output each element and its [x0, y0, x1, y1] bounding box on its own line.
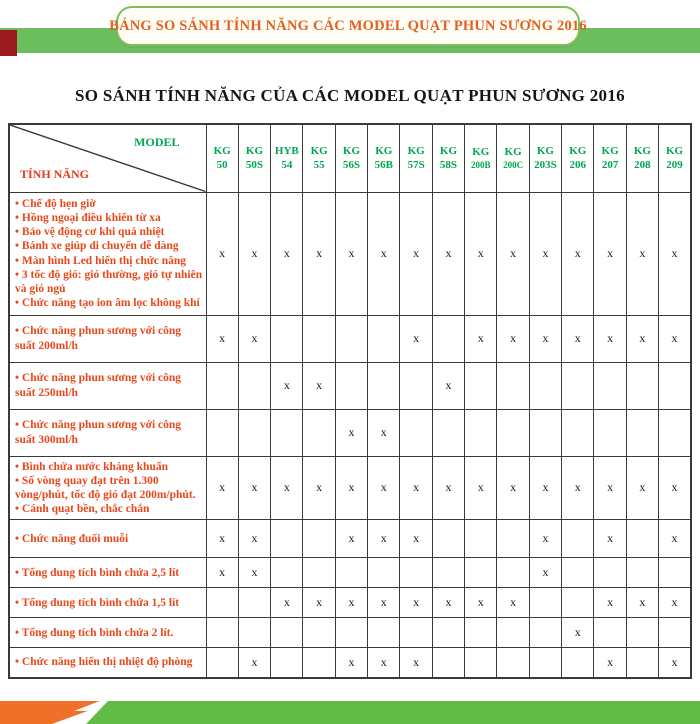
feature-cell	[9, 362, 206, 409]
mark-cell-x: x	[368, 520, 400, 558]
feature-line: • Màn hình Led hiển thị chức năng	[15, 254, 187, 267]
footer-bar	[0, 701, 700, 724]
mark-cell-empty	[626, 618, 658, 648]
mark-cell-x: x	[335, 192, 367, 315]
mark-cell-empty	[497, 648, 529, 678]
mark-cell-empty	[562, 362, 594, 409]
mark-cell-empty	[465, 618, 497, 648]
table-row	[9, 362, 691, 409]
mark-cell-x: x	[206, 558, 238, 588]
mark-cell-x: x	[303, 456, 335, 520]
mark-cell-empty	[271, 520, 303, 558]
mark-cell-x: x	[562, 618, 594, 648]
mark-cell-empty	[335, 362, 367, 409]
mark-cell-empty	[529, 362, 561, 409]
mark-cell-empty	[626, 648, 658, 678]
mark-cell-x: x	[432, 456, 464, 520]
mark-cell-empty	[562, 520, 594, 558]
mark-cell-x: x	[659, 648, 691, 678]
mark-cell-x: x	[400, 588, 432, 618]
mark-cell-empty	[497, 362, 529, 409]
table-corner-cell	[9, 124, 206, 192]
mark-cell-empty	[465, 520, 497, 558]
mark-cell-x: x	[368, 648, 400, 678]
feature-line: • Chức năng hiển thị nhiệt độ phòng	[15, 656, 193, 669]
mark-cell-empty	[335, 558, 367, 588]
mark-cell-x: x	[529, 558, 561, 588]
mark-cell-empty	[400, 409, 432, 456]
mark-cell-empty	[529, 588, 561, 618]
mark-cell-empty	[368, 558, 400, 588]
mark-cell-empty	[465, 362, 497, 409]
mark-cell-x: x	[303, 192, 335, 315]
mark-cell-empty	[626, 520, 658, 558]
mark-cell-empty	[271, 618, 303, 648]
table-header-row	[9, 124, 691, 192]
mark-cell-x: x	[497, 192, 529, 315]
mark-cell-empty	[497, 409, 529, 456]
mark-cell-empty	[497, 558, 529, 588]
mark-cell-empty	[206, 618, 238, 648]
mark-cell-empty	[368, 315, 400, 362]
model-header-kg-208: KG 208	[626, 124, 658, 192]
model-header-kg-56s: KG 56S	[335, 124, 367, 192]
mark-cell-x: x	[659, 588, 691, 618]
mark-cell-x: x	[562, 192, 594, 315]
mark-cell-empty	[271, 558, 303, 588]
mark-cell-x: x	[238, 648, 270, 678]
mark-cell-x: x	[271, 456, 303, 520]
mark-cell-x: x	[335, 456, 367, 520]
mark-cell-x: x	[303, 588, 335, 618]
mark-cell-empty	[432, 558, 464, 588]
feature-cell	[9, 558, 206, 588]
mark-cell-x: x	[594, 648, 626, 678]
mark-cell-empty	[238, 588, 270, 618]
mark-cell-empty	[303, 409, 335, 456]
mark-cell-empty	[238, 362, 270, 409]
mark-cell-x: x	[400, 315, 432, 362]
feature-line: • Bánh xe giúp di chuyển dễ dàng	[15, 240, 179, 253]
mark-cell-empty	[465, 648, 497, 678]
table-row	[9, 409, 691, 456]
mark-cell-empty	[400, 558, 432, 588]
mark-cell-x: x	[303, 362, 335, 409]
mark-cell-empty	[206, 588, 238, 618]
mark-cell-empty	[206, 409, 238, 456]
feature-cell	[9, 588, 206, 618]
feature-cell	[9, 520, 206, 558]
model-header-kg-50s: KG 50S	[238, 124, 270, 192]
mark-cell-empty	[659, 362, 691, 409]
mark-cell-empty	[626, 362, 658, 409]
mark-cell-x: x	[562, 456, 594, 520]
mark-cell-x: x	[271, 362, 303, 409]
mark-cell-x: x	[594, 520, 626, 558]
mark-cell-empty	[303, 648, 335, 678]
mark-cell-empty	[238, 409, 270, 456]
mark-cell-x: x	[400, 456, 432, 520]
mark-cell-empty	[562, 648, 594, 678]
mark-cell-empty	[432, 648, 464, 678]
mark-cell-x: x	[659, 192, 691, 315]
mark-cell-empty	[335, 315, 367, 362]
mark-cell-empty	[465, 558, 497, 588]
mark-cell-empty	[497, 618, 529, 648]
feature-line: • Chức năng phun sương với công suất 200ml/h	[15, 325, 182, 352]
mark-cell-x: x	[465, 192, 497, 315]
feature-cell	[9, 456, 206, 520]
mark-cell-empty	[432, 618, 464, 648]
feature-line: • Chức năng đuổi muỗi	[15, 532, 129, 545]
feature-line: • Tổng dung tích bình chứa 2,5 lít	[15, 566, 180, 579]
mark-cell-x: x	[594, 315, 626, 362]
table-row	[9, 192, 691, 315]
feature-line: • Hồng ngoại điều khiển từ xa	[15, 211, 161, 224]
mark-cell-empty	[303, 315, 335, 362]
mark-cell-x: x	[626, 192, 658, 315]
feature-line: • Số vòng quay đạt trên 1.300 vòng/phút, tốc độ gió đạt 200m/phút.	[15, 474, 196, 501]
comparison-table	[8, 123, 692, 679]
mark-cell-empty	[400, 362, 432, 409]
mark-cell-x: x	[238, 456, 270, 520]
model-header-kg-57s: KG 57S	[400, 124, 432, 192]
model-header-kg-50: KG 50	[206, 124, 238, 192]
feature-cell	[9, 648, 206, 678]
model-header-kg-200c: KG 200C	[497, 124, 529, 192]
mark-cell-x: x	[206, 520, 238, 558]
mark-cell-empty	[303, 520, 335, 558]
mark-cell-x: x	[594, 456, 626, 520]
mark-cell-empty	[529, 409, 561, 456]
mark-cell-empty	[303, 558, 335, 588]
mark-cell-x: x	[529, 315, 561, 362]
table-row	[9, 648, 691, 678]
mark-cell-x: x	[238, 192, 270, 315]
mark-cell-x: x	[335, 520, 367, 558]
mark-cell-x: x	[368, 409, 400, 456]
banner-title: BẢNG SO SÁNH TÍNH NĂNG CÁC MODEL QUẠT PHUN SƯƠNG 2016	[109, 17, 587, 34]
mark-cell-x: x	[206, 192, 238, 315]
mark-cell-x: x	[271, 588, 303, 618]
feature-line: • Chế độ hẹn giờ	[15, 197, 96, 210]
mark-cell-empty	[562, 409, 594, 456]
feature-cell	[9, 409, 206, 456]
mark-cell-empty	[238, 618, 270, 648]
mark-cell-x: x	[529, 520, 561, 558]
mark-cell-empty	[271, 409, 303, 456]
mark-cell-empty	[303, 618, 335, 648]
mark-cell-x: x	[238, 520, 270, 558]
mark-cell-empty	[562, 588, 594, 618]
mark-cell-x: x	[335, 588, 367, 618]
feature-cell	[9, 315, 206, 362]
mark-cell-empty	[562, 558, 594, 588]
mark-cell-x: x	[626, 315, 658, 362]
mark-cell-empty	[626, 558, 658, 588]
mark-cell-empty	[368, 618, 400, 648]
mark-cell-empty	[497, 520, 529, 558]
mark-cell-x: x	[432, 588, 464, 618]
mark-cell-x: x	[206, 315, 238, 362]
mark-cell-empty	[335, 618, 367, 648]
mark-cell-empty	[206, 362, 238, 409]
mark-cell-x: x	[465, 456, 497, 520]
page-title: SO SÁNH TÍNH NĂNG CỦA CÁC MODEL QUẠT PHUN SƯƠNG 2016	[75, 86, 625, 105]
mark-cell-x: x	[335, 648, 367, 678]
mark-cell-empty	[400, 618, 432, 648]
feature-line: • Bảo vệ động cơ khi quá nhiệt	[15, 226, 165, 239]
mark-cell-x: x	[238, 558, 270, 588]
feature-line: • Chức năng phun sương với công suất 250ml/h	[15, 372, 182, 399]
mark-cell-empty	[271, 315, 303, 362]
mark-cell-empty	[432, 315, 464, 362]
table-row	[9, 456, 691, 520]
feature-line: • Tổng dung tích bình chứa 2 lít.	[15, 626, 174, 639]
banner-ribbon	[109, 6, 587, 46]
mark-cell-empty	[594, 409, 626, 456]
mark-cell-x: x	[659, 520, 691, 558]
mark-cell-x: x	[400, 520, 432, 558]
feature-line: • 3 tốc độ gió: gió thường, gió tự nhiên và gió ngủ	[15, 268, 203, 295]
mark-cell-x: x	[594, 588, 626, 618]
mark-cell-x: x	[368, 456, 400, 520]
mark-cell-x: x	[432, 362, 464, 409]
red-accent-square	[0, 30, 17, 56]
mark-cell-empty	[594, 558, 626, 588]
model-header-kg-56b: KG 56B	[368, 124, 400, 192]
mark-cell-empty	[465, 409, 497, 456]
mark-cell-x: x	[271, 192, 303, 315]
mark-cell-x: x	[335, 409, 367, 456]
mark-cell-x: x	[368, 192, 400, 315]
mark-cell-empty	[529, 618, 561, 648]
table-row	[9, 618, 691, 648]
mark-cell-empty	[432, 520, 464, 558]
mark-cell-empty	[659, 558, 691, 588]
mark-cell-x: x	[626, 588, 658, 618]
model-header-kg-206: KG 206	[562, 124, 594, 192]
mark-cell-empty	[626, 409, 658, 456]
mark-cell-empty	[432, 409, 464, 456]
mark-cell-empty	[368, 362, 400, 409]
feature-line: • Tổng dung tích bình chứa 1,5 lít	[15, 596, 180, 609]
mark-cell-empty	[271, 648, 303, 678]
mark-cell-x: x	[400, 648, 432, 678]
model-header-kg-203s: KG 203S	[529, 124, 561, 192]
model-header-hyb-54: HYB 54	[271, 124, 303, 192]
mark-cell-empty	[659, 618, 691, 648]
mark-cell-x: x	[659, 456, 691, 520]
model-header-kg-200b: KG 200B	[465, 124, 497, 192]
mark-cell-x: x	[529, 456, 561, 520]
mark-cell-empty	[594, 618, 626, 648]
mark-cell-x: x	[497, 588, 529, 618]
mark-cell-x: x	[465, 315, 497, 362]
table-row	[9, 558, 691, 588]
model-header-kg-207: KG 207	[594, 124, 626, 192]
mark-cell-x: x	[497, 456, 529, 520]
corner-model-label: MODEL	[134, 135, 180, 149]
model-header-kg-209: KG 209	[659, 124, 691, 192]
mark-cell-x: x	[626, 456, 658, 520]
mark-cell-empty	[594, 362, 626, 409]
feature-line: • Bình chứa nước kháng khuẩn	[15, 460, 168, 473]
mark-cell-x: x	[400, 192, 432, 315]
mark-cell-empty	[659, 409, 691, 456]
mark-cell-x: x	[206, 456, 238, 520]
mark-cell-empty	[206, 648, 238, 678]
feature-line: • Cánh quạt bền, chắc chắn	[15, 503, 150, 516]
mark-cell-x: x	[594, 192, 626, 315]
mark-cell-x: x	[529, 192, 561, 315]
model-header-kg-55: KG 55	[303, 124, 335, 192]
mark-cell-x: x	[432, 192, 464, 315]
mark-cell-x: x	[659, 315, 691, 362]
model-header-kg-58s: KG 58S	[432, 124, 464, 192]
feature-cell	[9, 618, 206, 648]
footer-green-stripe	[86, 701, 700, 724]
mark-cell-x: x	[562, 315, 594, 362]
mark-cell-x: x	[368, 588, 400, 618]
feature-cell	[9, 192, 206, 315]
mark-cell-empty	[529, 648, 561, 678]
table-wrap	[8, 123, 692, 679]
table-row	[9, 315, 691, 362]
table-row	[9, 520, 691, 558]
mark-cell-x: x	[465, 588, 497, 618]
mark-cell-x: x	[238, 315, 270, 362]
table-row	[9, 588, 691, 618]
corner-feature-label: TÍNH NĂNG	[20, 166, 90, 181]
mark-cell-x: x	[497, 315, 529, 362]
feature-line: • Chức năng tạo ion âm lọc không khí	[15, 297, 200, 310]
feature-line: • Chức năng phun sương với công suất 300ml/h	[15, 419, 182, 446]
